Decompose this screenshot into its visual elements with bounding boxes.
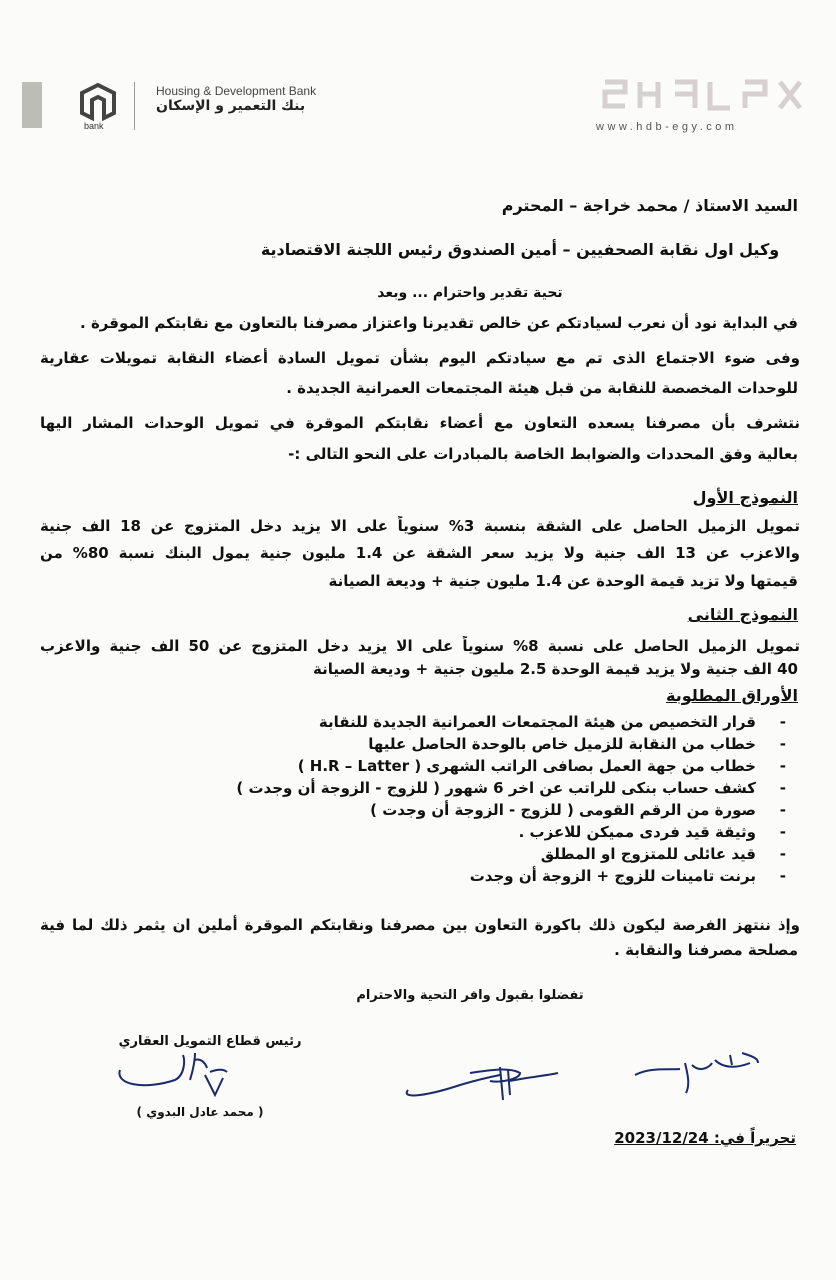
- document-item: -وثيقة قيد فردى مميكن للاعزب .: [518, 823, 786, 841]
- model-2-line: 40 الف جنية ولا يزيد قيمة الوحدة 2.5 مليون جنية + وديعة الصيانة: [312, 660, 798, 678]
- paragraph-3-line: بعالية وفق المحددات والضوابط الخاصة بالمبادرات على النحو التالى :-: [288, 445, 798, 463]
- document-item: -قيد عائلى للمتزوج او المطلق: [540, 845, 786, 863]
- date: تحريراً في: 2023/12/24: [614, 1129, 796, 1147]
- greeting: تحية تقدير واحترام ... وبعد: [377, 285, 563, 301]
- signatory-name: ( محمد عادل البدوي ): [136, 1105, 264, 1119]
- logo-caption: bank: [84, 121, 104, 131]
- website: www.hdb-egy.com: [596, 121, 738, 133]
- paragraph-2-line: للوحدات المخصصة للنقابة من قبل هيئة المجتمعات العمرانية الجديدة .: [286, 379, 798, 397]
- signature-primary: [115, 1050, 235, 1100]
- document-item-text: قرار التخصيص من هيئة المجتمعات العمرانية الجديدة للنقابة: [318, 713, 756, 731]
- document-item: -كشف حساب بنكى للراتب عن اخر 6 شهور ( للزوج - الزوجة أن وجدت ): [236, 779, 786, 797]
- document-item-text: خطاب من النقابة للزميل خاص بالوحدة الحاصل عليها: [368, 735, 756, 753]
- closing-line: وإذ ننتهز الفرصة ليكون ذلك باكورة التعاون بين مصرفنا ونقابتكم الموقرة أملين ان يثمر ذلك لما فية: [40, 916, 800, 934]
- document-item: -صورة من الرقم القومى ( للزوج - الزوجة أن وجدت ): [370, 801, 786, 819]
- model-1-line: قيمتها ولا تزيد قيمة الوحدة عن 1.4 مليون جنية + وديعة الصيانة: [328, 572, 798, 590]
- document-item: -قرار التخصيص من هيئة المجتمعات العمرانية الجديدة للنقابة: [318, 713, 786, 731]
- letterhead-logo: [22, 82, 157, 134]
- document-item-text: وثيقة قيد فردى مميكن للاعزب .: [518, 823, 756, 841]
- bank-logo-icon: [78, 82, 118, 122]
- paragraph-2-line: وفى ضوء الاجتماع الذى تم مع سيادتكم اليوم بشأن تمويل السادة أعضاء النقابة تمويلات عقارية: [40, 349, 800, 367]
- logo-divider: [134, 82, 135, 130]
- signature-middle: [400, 1055, 560, 1100]
- document-item: -برنت تامينات للزوج + الزوجة أن وجدت: [469, 867, 786, 885]
- document-item-text: خطاب من جهة العمل بصافى الراتب الشهرى ( H.R – Latter ): [297, 757, 756, 775]
- logo-bar: [22, 82, 42, 128]
- documents-heading: الأوراق المطلوبة: [666, 686, 798, 705]
- bank-name-ar: بنك التعمير و الإسكان: [156, 98, 306, 114]
- closing-line: مصلحة مصرفنا والنقابة .: [614, 941, 798, 959]
- sign-off: تفضلوا بقبول وافر التحية والاحترام: [356, 988, 584, 1003]
- model-1-line: تمويل الزميل الحاصل على الشقة بنسبة 3% سنوياً على الا يزيد دخل المتزوج عن 18 الف جنية: [40, 517, 800, 535]
- model-2-line: تمويل الزميل الحاصل على نسبة 8% سنوياً على الا يزيد دخل المتزوج عن 50 الف جنية والاعزب: [40, 637, 800, 655]
- decorative-pattern: [600, 74, 810, 116]
- model-1-line: والاعزب عن 13 الف جنية ولا يزيد سعر الشقة عن 1.4 مليون جنية يمول البنك نسبة 80% من: [40, 544, 800, 562]
- document-item: -خطاب من جهة العمل بصافى الراتب الشهرى ( H.R – Latter ): [297, 757, 786, 775]
- addressee-title: وكيل اول نقابة الصحفيين – أمين الصندوق رئيس اللجنة الاقتصادية: [260, 240, 780, 259]
- paragraph-3-line: نتشرف بأن مصرفنا يسعده التعاون مع أعضاء نقابتكم الموقرة في تمويل الوحدات المشار اليها: [40, 414, 800, 432]
- model-2-heading: النموذج الثانى: [687, 605, 798, 624]
- signature-right: [630, 1045, 760, 1095]
- model-1-heading: النموذج الأول: [692, 488, 798, 507]
- addressee: السيد الاستاذ / محمد خراجة – المحترم: [501, 196, 798, 215]
- document-item: -خطاب من النقابة للزميل خاص بالوحدة الحاصل عليها: [368, 735, 786, 753]
- document-item-text: قيد عائلى للمتزوج او المطلق: [540, 845, 756, 863]
- document-item-text: برنت تامينات للزوج + الزوجة أن وجدت: [469, 867, 756, 885]
- document-item-text: صورة من الرقم القومى ( للزوج - الزوجة أن وجدت ): [370, 801, 756, 819]
- paragraph-1-line: في البداية نود أن نعرب لسيادتكم عن خالص تقديرنا واعتزاز مصرفنا بالتعاون مع نقابتكم الموقرة .: [80, 314, 798, 332]
- signatory-title: رئيس قطاع التمويل العقاري: [118, 1034, 302, 1049]
- document-item-text: كشف حساب بنكى للراتب عن اخر 6 شهور ( للزوج - الزوجة أن وجدت ): [236, 779, 756, 797]
- bank-name-en: Housing & Development Bank: [156, 84, 317, 98]
